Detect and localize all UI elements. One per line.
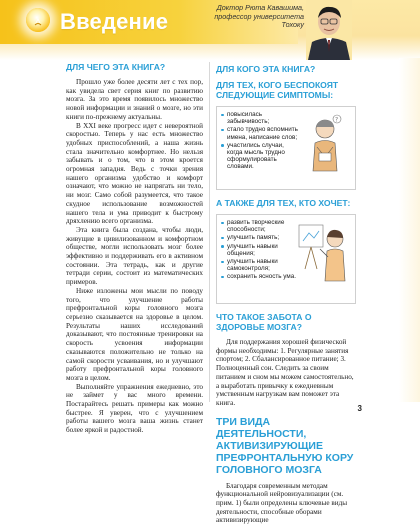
list-item: сохранить ясность ума. [221,273,301,280]
paragraph: В XXI веке прогресс идет с невероятной скоростью. Теперь у нас есть множество удобных приспособлений, а наша жизнь стала значительно комфортнее. Но нельзя забывать и о том, что в этом кроется огромная западня. Ведь с точки зрения нашего организма удобство и комфорт означают, что можно не напрягать ни тело, ни мозг. Само собой разумеется, что такое скудное использование возможностей нашего тела и ума приводит к быстрому дряхлению всего организма. [66,121,203,226]
right-column [216,56,356,525]
page-title: Введение [60,9,169,34]
svg-text:?: ? [335,116,339,124]
section-heading-activities: ТРИ ВИДА ДЕЯТЕЛЬНОСТИ, АКТИВИЗИРУЮЩИЕ ПРЕФРОНТАЛЬНУЮ КОРУ ГОЛОВНОГО МОЗГА [216,415,354,476]
paragraph: Прошло уже более десяти лет с тех пор, как увидела свет серия книг по развитию мозга. За это время появилось множество новой информации и знаний о мозге, но эти книги по-прежнему актуальны. [66,78,203,121]
author-credit [184,4,304,30]
list-item: развить творческие способности; [221,219,301,233]
paragraph: Ниже изложены мои мысли по поводу того, что улучшение работы префронтальной коры головного мозга серьезно сказывается на здоровье в целом. Результаты наших исследований доказывают, что постоянные тренировки на скорость усвоения информации сказываются положительно не только на самой скорости усваивания, но и улучшают работу префронтальной коры головного мозга в целом. [66,286,203,382]
section-heading-brain-health: ЧТО ТАКОЕ ЗАБОТА О ЗДОРОВЬЕ МОЗГА? [216,312,312,332]
section-heading-audience: ДЛЯ КОГО ЭТА КНИГА? [216,64,316,74]
paragraph: Для поддержания хорошей физической формы необходимы: 1. Регулярные занятия спортом; 2. Сбалансированное питание; 3. Полноценный сон. Следить за своим питанием и сном мы можем самостоятельно, а выработать привычку к ежедневным умственным нагрузкам вам поможет эта книга. [216,338,354,407]
paragraph: Благодаря современным методам функциональной нейровизуализации (см. прим. 1) были определены ключевые виды деятельности, способные оборами активизирующие [216,481,348,525]
section-heading-purpose: ДЛЯ ЧЕГО ЭТА КНИГА? [66,62,166,72]
wishes-box [216,214,356,304]
author-name: Доктор Рюта Кавашима, [216,3,304,12]
paragraph: Эта книга была создана, чтобы люди, живущие в цивилизованном и комфортном обществе, могли использовать мозг более эффективно и поддерживать его в активном состоянии. Эта тетрадь, как и другие тетради серии, состоит из математических примеров. [66,225,203,287]
page-edge-tab [399,58,420,402]
symptoms-box [216,106,356,190]
list-item: улучшить память; [221,234,301,241]
column-divider [209,62,210,402]
left-column [66,56,203,435]
lightbulb-icon [26,8,50,32]
artist-illustration [295,219,351,285]
paragraph: Выполняйте упражнения ежедневно, это не займет у вас много времени. Постарайтесь решать примеры как можно быстрее. Я уверен, что с улучшением работы вашего мозга ваша жизнь станет более яркой и радостной. [66,382,203,435]
list-item: улучшить навыки самоконтроля; [221,258,301,272]
list-item: улучшить навыки общения; [221,243,301,257]
forgetful-man-illustration [295,111,351,177]
page-number: 3 [357,404,362,413]
author-position: профессор университета [214,11,304,21]
author-university: Тохоку [281,20,304,30]
author-portrait [306,0,352,60]
section-heading-wishes: А ТАКЖЕ ДЛЯ ТЕХ, КТО ХОЧЕТ: [216,198,351,208]
list-item: повысилась забывчивость; [221,111,301,125]
section-heading-symptoms: ДЛЯ ТЕХ, КОГО БЕСПОКОЯТ СЛЕДУЮЩИЕ СИМПТОМЫ: [216,80,339,100]
list-item: стало трудно вспомнить имена, написание слов; [221,126,301,140]
list-item: участились случаи, когда мысль трудно сформулировать словами. [221,142,301,171]
